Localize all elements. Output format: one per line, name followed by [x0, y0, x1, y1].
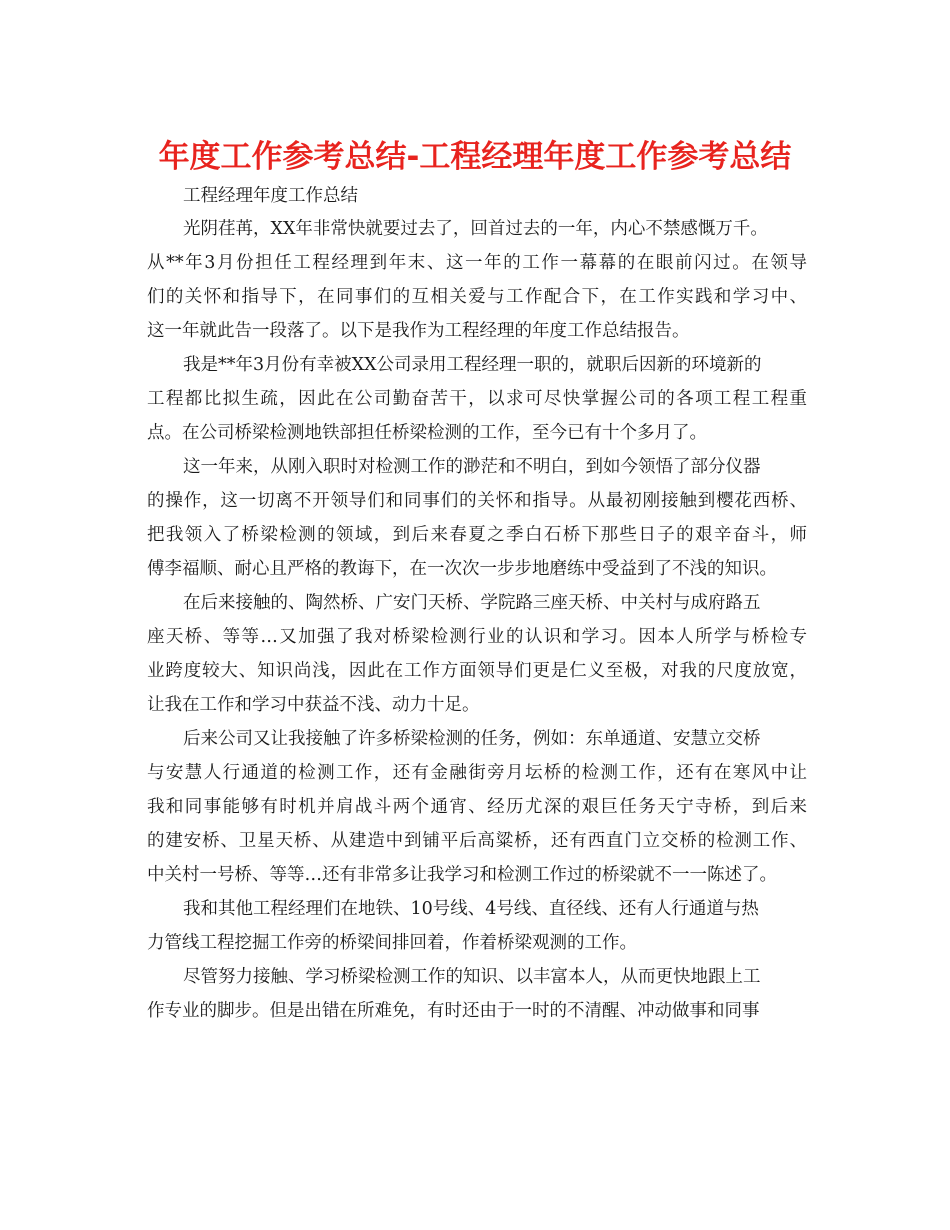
- text-line: 我是**年3月份有幸被XX公司录用工程经理一职的，就职后因新的环境新的: [183, 355, 762, 375]
- text-line: 的建安桥、卫星天桥、从建造中到铺平后高粱桥，还有西直门立交桥的检测工作、: [147, 831, 807, 851]
- text-line: 业跨度较大、知识尚浅，因此在工作方面领导们更是仁义至极，对我的尺度放宽，: [147, 661, 807, 681]
- text-line: 从**年3月份担任工程经理到年末、这一年的工作一幕幕的在眼前闪过。在领导: [147, 253, 807, 273]
- text-line: 点。在公司桥梁检测地铁部担任桥梁检测的工作，至今已有十个多月了。: [147, 423, 707, 443]
- text-line: 在后来接触的、陶然桥、广安门天桥、学院路三座天桥、中关村与成府路五: [183, 593, 761, 613]
- text-line: 作专业的脚步。但是出错在所难免，有时还由于一时的不清醒、冲动做事和同事: [147, 1001, 760, 1021]
- paragraph: [147, 450, 807, 586]
- text-line: 们的关怀和指导下，在同事们的互相关爱与工作配合下，在工作实践和学习中、: [147, 287, 807, 307]
- text-line: 工程都比拟生疏，因此在公司勤奋苦干，以求可尽快掌握公司的各项工程工程重: [147, 389, 807, 409]
- text-line: 后来公司又让我接触了许多桥梁检测的任务，例如：东单通道、安慧立交桥: [183, 729, 761, 749]
- text-line: 光阴荏苒，XX年非常快就要过去了，回首过去的一年，内心不禁感慨万千。: [183, 219, 768, 239]
- text-line: 尽管努力接触、学习桥梁检测工作的知识、以丰富本人，从而更快地跟上工: [183, 967, 761, 987]
- text-line: 中关村一号桥、等等…还有非常多让我学习和检测工作过的桥梁就不一一陈述了。: [147, 865, 777, 885]
- text-line: 的操作，这一切离不开领导们和同事们的关怀和指导。从最初刚接触到樱花西桥、: [147, 491, 807, 511]
- document-body: [147, 212, 807, 1028]
- paragraph: [147, 212, 807, 348]
- paragraph: [147, 586, 807, 722]
- text-line: 我和其他工程经理们在地铁、10号线、4号线、直径线、还有人行通道与热: [183, 899, 759, 919]
- text-line: 与安慧人行通道的检测工作，还有金融街旁月坛桥的检测工作，还有在寒风中让: [147, 763, 807, 783]
- text-line: 这一年来，从刚入职时对检测工作的渺茫和不明白，到如今领悟了部分仪器: [183, 457, 761, 477]
- paragraph: [147, 722, 807, 892]
- text-line: 座天桥、等等…又加强了我对桥梁检测行业的认识和学习。因本人所学与桥检专: [147, 627, 807, 647]
- text-line: 这一年就此告一段落了。以下是我作为工程经理的年度工作总结报告。: [147, 321, 690, 341]
- text-line: 傅李福顺、耐心且严格的教诲下，在一次次一步步地磨练中受益到了不浅的知识。: [147, 559, 777, 579]
- document-subtitle: 工程经理年度工作总结: [183, 186, 358, 206]
- text-line: 力管线工程挖掘工作旁的桥梁间排回着，作着桥梁观测的工作。: [147, 933, 637, 953]
- paragraph: [147, 892, 807, 960]
- document-title: 年度工作参考总结-工程经理年度工作参考总结: [158, 139, 792, 175]
- text-line: 把我领入了桥梁检测的领域，到后来春夏之季白石桥下那些日子的艰辛奋斗，师: [147, 525, 807, 545]
- text-line: 让我在工作和学习中获益不浅、动力十足。: [147, 695, 480, 715]
- paragraph: [147, 348, 807, 450]
- text-line: 我和同事能够有时机并肩战斗两个通宵、经历尤深的艰巨任务天宁寺桥，到后来: [147, 797, 807, 817]
- paragraph: [147, 960, 807, 1028]
